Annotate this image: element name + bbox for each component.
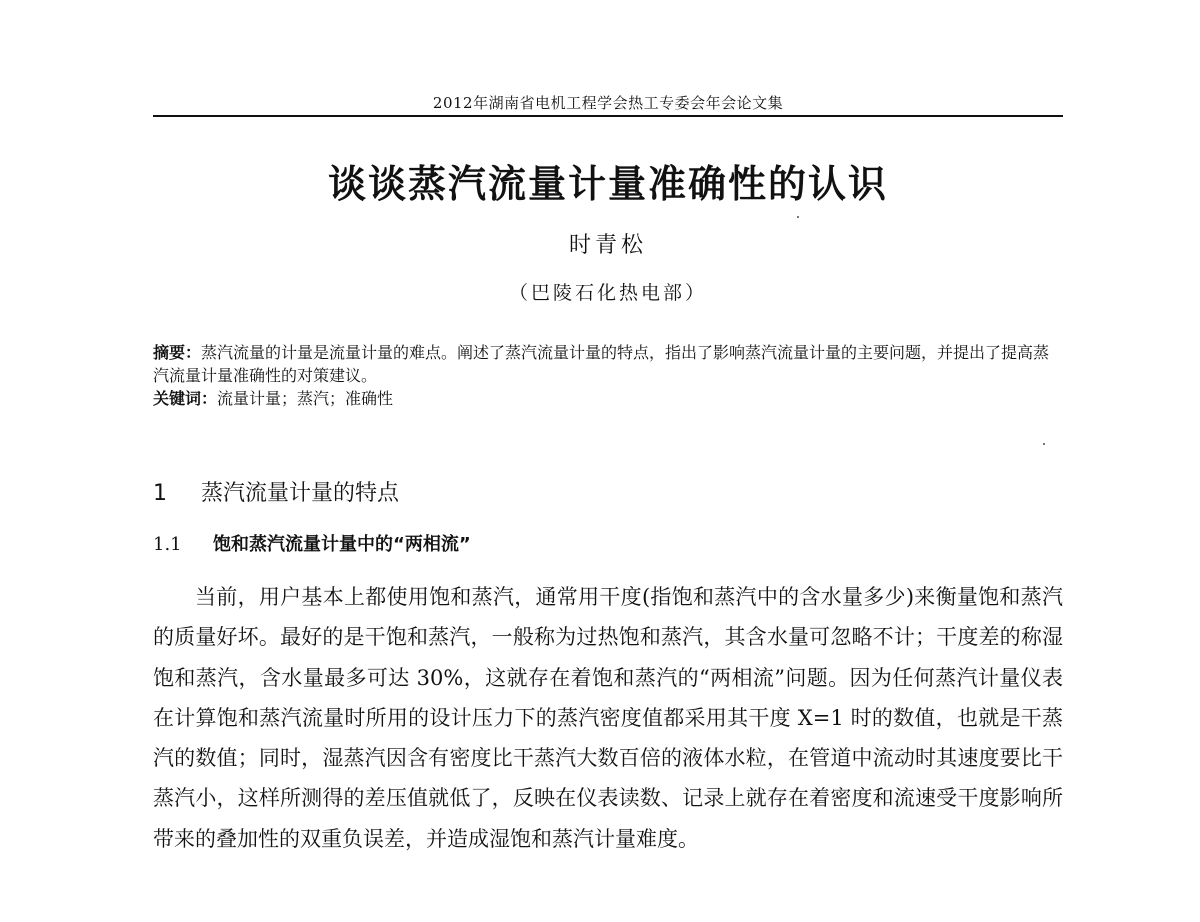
subsection-title: 饱和蒸汽流量计量中的“两相流” [213,534,471,555]
keywords-label: 关键词： [153,389,218,408]
keywords-text: 流量计量；蒸汽；准确性 [217,389,394,408]
paper-title: 谈谈蒸汽流量计量准确性的认识 [327,162,888,206]
scan-speck [1043,443,1045,445]
header-rule [153,115,1063,117]
author-affiliation: （巴陵石化热电部） [508,282,707,304]
section-title: 蒸汽流量计量的特点 [201,481,400,506]
section-number: 1 [153,481,167,506]
abstract-block [153,341,1063,410]
body-paragraph: 当前，用户基本上都使用饱和蒸汽，通常用干度(指饱和蒸汽中的含水量多少)来衡量饱和蒸汽的质量好坏。最好的是干饱和蒸汽，一般称为过热饱和蒸汽，其含水量可忽略不计；干度差的称湿饱和蒸汽，含水量最多可达 30%，这就存在着饱和蒸汽的“两相流”问题。因为任何蒸汽计量仪表在计算饱和蒸汽流量时所用的设计压力下的蒸汽密度值都采用其干度 X=1 时的数值，也就是干蒸汽的数值；同时，湿蒸汽因含有密度比干蒸汽大数百倍的液体水粒，在管道中流动时其速度要比干蒸汽小，这样所测得的差压值就低了，反映在仪表读数、记录上就存在着密度和流速受干度影响所带来的叠加性的双重负误差，并造成湿饱和蒸汽计量难度。 [153,585,1063,851]
scan-speck [797,216,799,218]
subsection-heading [153,530,1063,556]
abstract [153,341,1063,387]
abstract-text: 蒸汽流量的计量是流量计量的难点。阐述了蒸汽流量计量的特点，指出了影响蒸汽流量计量的主要问题，并提出了提高蒸汽流量计量准确性的对策建议。 [153,343,1050,385]
subsection-number: 1.1 [153,534,182,555]
running-header: 2012年湖南省电机工程学会热工专委会年会论文集 [432,94,784,112]
keywords [153,387,1063,410]
abstract-label: 摘要： [153,343,202,362]
section-heading [153,476,1063,507]
author-name: 时青松 [568,233,647,258]
